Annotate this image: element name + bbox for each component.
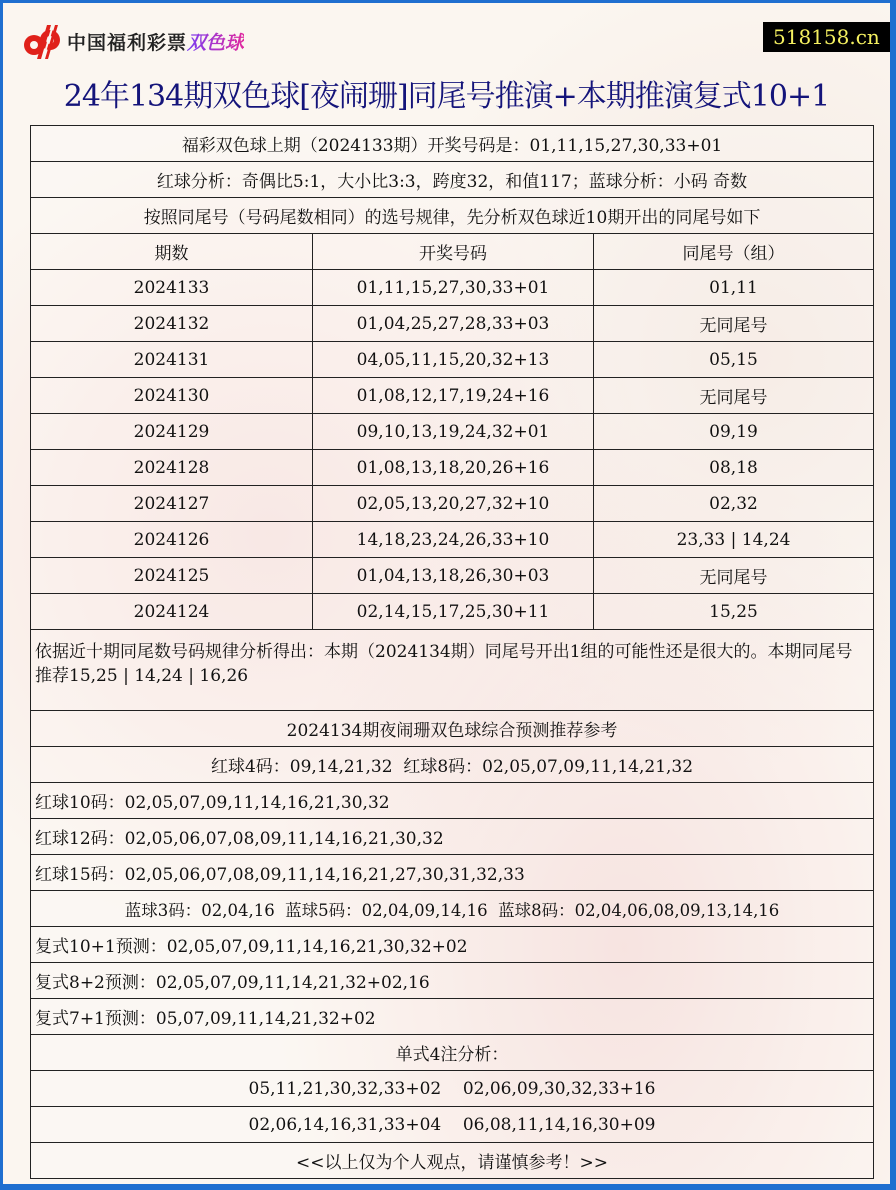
- table-row: [31, 378, 874, 414]
- table-row: [31, 306, 874, 342]
- combo-7-1-row: [31, 999, 874, 1035]
- issue-cell: 2024126: [31, 522, 313, 558]
- conclusion-text: 依据近十期同尾数号码规律分析得出：本期（2024134期）同尾号开出1组的可能性还是很大的。本期同尾号推荐15,25 | 14,24 | 16,26: [31, 630, 874, 711]
- header-issue: 期数: [31, 234, 313, 270]
- single-heading: 单式4注分析：: [31, 1035, 874, 1071]
- prediction-heading: 2024134期夜闹珊双色球综合预测推荐参考: [31, 711, 874, 747]
- single-bets-1: 05,11,21,30,32,33+02 02,06,09,30,32,33+16: [31, 1071, 874, 1107]
- same-tail-cell: 无同尾号: [594, 378, 874, 414]
- same-tail-cell: 09,19: [594, 414, 874, 450]
- same-tail-cell: 02,32: [594, 486, 874, 522]
- single-row-1: [31, 1071, 874, 1107]
- issue-cell: 2024133: [31, 270, 313, 306]
- issue-cell: 2024132: [31, 306, 313, 342]
- same-tail-cell: 23,33 | 14,24: [594, 522, 874, 558]
- table-row: [31, 450, 874, 486]
- table-row: [31, 558, 874, 594]
- numbers-cell: 02,14,15,17,25,30+11: [313, 594, 594, 630]
- blue-text: 蓝球3码：02,04,16 蓝球5码：02,04,09,14,16 蓝球8码：02,04,06,08,09,13,14,16: [31, 891, 874, 927]
- numbers-cell: 04,05,11,15,20,32+13: [313, 342, 594, 378]
- header-same-tail: 同尾号（组）: [594, 234, 874, 270]
- red-4-8-row: [31, 747, 874, 783]
- page-title: 24年134期双色球[夜闹珊]同尾号推演+本期推演复式10+1: [63, 79, 830, 114]
- analysis-text: 红球分析：奇偶比5:1，大小比3:3，跨度32，和值117；蓝球分析：小码 奇数: [31, 162, 874, 198]
- same-tail-cell: 05,15: [594, 342, 874, 378]
- combo-10-1-row: [31, 927, 874, 963]
- table-row: [31, 414, 874, 450]
- numbers-cell: 02,05,13,20,27,32+10: [313, 486, 594, 522]
- numbers-cell: 14,18,23,24,26,33+10: [313, 522, 594, 558]
- table-row: [31, 486, 874, 522]
- combo-7-1-text: 复式7+1预测：05,07,09,11,14,21,32+02: [31, 999, 874, 1035]
- numbers-cell: 09,10,13,19,24,32+01: [313, 414, 594, 450]
- combo-8-2-row: [31, 963, 874, 999]
- red-12-text: 红球12码：02,05,06,07,08,09,11,14,16,21,30,32: [31, 819, 874, 855]
- table-row: [31, 270, 874, 306]
- red-15-row: [31, 855, 874, 891]
- red-4-8-text: 红球4码：09,14,21,32 红球8码：02,05,07,09,11,14,21,32: [31, 747, 874, 783]
- single-heading-row: [31, 1035, 874, 1071]
- issue-cell: 2024124: [31, 594, 313, 630]
- issue-cell: 2024125: [31, 558, 313, 594]
- red-15-text: 红球15码：02,05,06,07,08,09,11,14,16,21,27,30,31,32,33: [31, 855, 874, 891]
- last-draw-text: 福彩双色球上期（2024133期）开奖号码是：01,11,15,27,30,33+01: [31, 126, 874, 162]
- numbers-cell: 01,08,12,17,19,24+16: [313, 378, 594, 414]
- numbers-cell: 01,08,13,18,20,26+16: [313, 450, 594, 486]
- issue-cell: 2024129: [31, 414, 313, 450]
- analysis-table: [30, 125, 874, 1179]
- site-badge: 518158.cn: [763, 22, 890, 52]
- numbers-cell: 01,04,13,18,26,30+03: [313, 558, 594, 594]
- logo-text: 中国福利彩票: [67, 31, 188, 54]
- same-tail-cell: 08,18: [594, 450, 874, 486]
- disclaimer-row: [31, 1143, 874, 1179]
- header: [3, 3, 890, 73]
- header-numbers: 开奖号码: [313, 234, 594, 270]
- issue-cell: 2024128: [31, 450, 313, 486]
- red-10-row: [31, 783, 874, 819]
- same-tail-cell: 01,11: [594, 270, 874, 306]
- issue-cell: 2024127: [31, 486, 313, 522]
- table-header-row: [31, 234, 874, 270]
- red-10-text: 红球10码：02,05,07,09,11,14,16,21,30,32: [31, 783, 874, 819]
- combo-8-2-text: 复式8+2预测：02,05,07,09,11,14,21,32+02,16: [31, 963, 874, 999]
- table-row: [31, 342, 874, 378]
- lottery-logo: [21, 23, 244, 59]
- table-row: [31, 594, 874, 630]
- red-12-row: [31, 819, 874, 855]
- issue-cell: 2024131: [31, 342, 313, 378]
- single-row-2: [31, 1107, 874, 1143]
- last-draw-row: [31, 126, 874, 162]
- conclusion-row: [31, 630, 874, 711]
- analysis-row: [31, 162, 874, 198]
- rule-intro-row: [31, 198, 874, 234]
- same-tail-cell: 无同尾号: [594, 558, 874, 594]
- logo-subtitle: 双色球: [187, 28, 244, 55]
- disclaimer-text: <<以上仅为个人观点，请谨慎参考！>>: [31, 1143, 874, 1179]
- rule-intro-text: 按照同尾号（号码尾数相同）的选号规律，先分析双色球近10期开出的同尾号如下: [31, 198, 874, 234]
- page-frame: [3, 3, 890, 1184]
- numbers-cell: 01,04,25,27,28,33+03: [313, 306, 594, 342]
- combo-10-1-text: 复式10+1预测：02,05,07,09,11,14,16,21,30,32+02: [31, 927, 874, 963]
- single-bets-2: 02,06,14,16,31,33+04 06,08,11,14,16,30+09: [31, 1107, 874, 1143]
- numbers-cell: 01,11,15,27,30,33+01: [313, 270, 594, 306]
- same-tail-cell: 无同尾号: [594, 306, 874, 342]
- blue-row: [31, 891, 874, 927]
- table-row: [31, 522, 874, 558]
- same-tail-cell: 15,25: [594, 594, 874, 630]
- welfare-lottery-logo-icon: [21, 23, 63, 59]
- prediction-heading-row: [31, 711, 874, 747]
- issue-cell: 2024130: [31, 378, 313, 414]
